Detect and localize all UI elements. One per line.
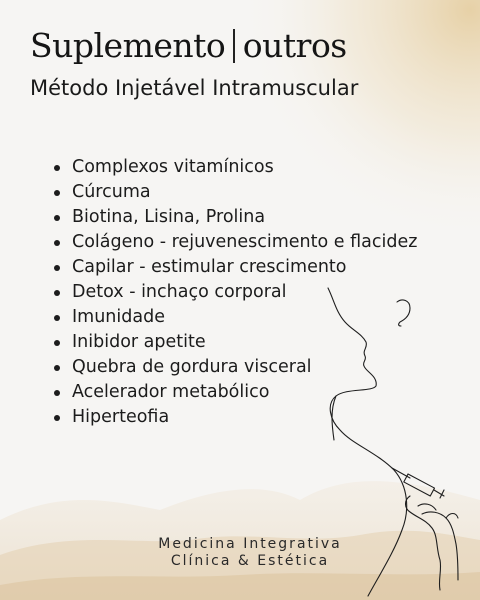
footer-line-1: Medicina Integrativa xyxy=(158,536,342,552)
list-item: Imunidade xyxy=(54,305,417,330)
list-item: Cúrcuma xyxy=(54,180,417,205)
footer-line-2: Clínica & Estética xyxy=(170,553,330,569)
list-item: Inibidor apetite xyxy=(54,330,417,355)
page-subtitle: Método Injetável Intramuscular xyxy=(30,76,359,100)
title-right: outros xyxy=(242,26,347,65)
list-item: Hiperteofia xyxy=(54,405,417,430)
list-item: Colágeno - rejuvenescimento e flacidez xyxy=(54,230,417,255)
list-item: Biotina, Lisina, Prolina xyxy=(54,205,417,230)
list-item: Capilar - estimular crescimento xyxy=(54,255,417,280)
list-item: Detox - inchaço corporal xyxy=(54,280,417,305)
list-item: Acelerador metabólico xyxy=(54,380,417,405)
list-item: Complexos vitamínicos xyxy=(54,155,417,180)
title-left: Suplemento xyxy=(30,26,226,65)
list-item: Quebra de gordura visceral xyxy=(54,355,417,380)
